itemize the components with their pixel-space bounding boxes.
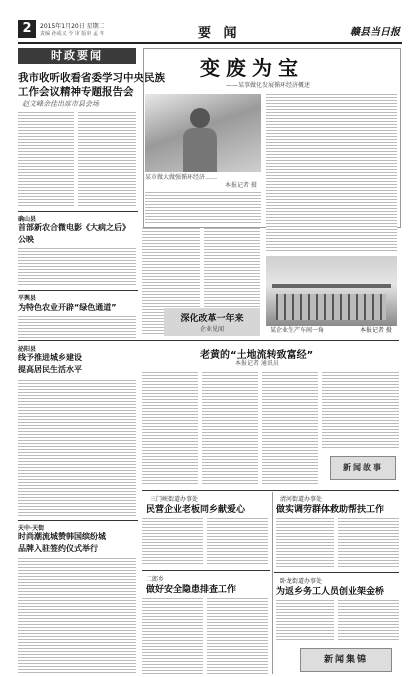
bottom-body [276, 598, 334, 642]
factory-photo [266, 256, 397, 326]
lead-body-col1 [18, 110, 74, 206]
bottom-dept: 卧龙街道办事处 [280, 578, 323, 585]
mid-story-body [142, 370, 198, 486]
page-header [18, 20, 402, 44]
feature-subtitle: ——某事做化发展循环经济概述 [226, 82, 311, 89]
brief-place: 确山县 [18, 216, 37, 223]
brief-place: 天中·天街 [18, 525, 45, 532]
bottom-dept: 清河街道办事处 [280, 496, 323, 503]
bottom-dept: 二郎乡 [146, 576, 165, 583]
masthead: 赣县当日报 [350, 27, 400, 38]
feature-body-right [266, 92, 397, 252]
photo2-byline: 本报记者 摄 [360, 327, 392, 334]
brief-place: 平舆县 [18, 295, 37, 302]
politics-banner-label: 时政要闻 [51, 49, 103, 62]
politics-banner [18, 48, 136, 64]
news-story-box [330, 456, 396, 480]
brief-headline: 为特色农业开辟“绿色通道” [18, 303, 117, 312]
lead-headline-2: 工作会议精神专题报告会 [18, 86, 134, 98]
bottom-body [338, 516, 399, 568]
lead-headline-1: 我市收听收看省委学习中央民族 [18, 72, 165, 84]
issue-date: 2015年1月20日 星期二 [40, 23, 105, 30]
brief-body [18, 378, 136, 516]
bottom-headline: 为返乡务工人员创业架金桥 [276, 587, 385, 597]
bottom-headline: 做好安全隐患排查工作 [146, 585, 237, 595]
bottom-body [142, 596, 203, 674]
feature-title: 变废为宝 [200, 56, 304, 80]
brief-headline: 品牌入驻签约仪式举行 [18, 544, 98, 553]
mid-story-byline: 本报记者 通讯员 [235, 360, 279, 367]
mid-story-body [202, 370, 258, 486]
brief-headline: 公映 [18, 235, 34, 244]
bottom-body [276, 516, 334, 568]
reform-banner-line1: 深化改革一年来 [180, 314, 244, 324]
bottom-body [142, 516, 203, 566]
bottom-body [338, 598, 399, 642]
brief-headline: 线予推进城乡建设 [18, 353, 82, 362]
bottom-headline: 做实调劳群体救助帮扶工作 [276, 505, 385, 515]
brief-headline: 时尚潮流城赞韩国缤纷城 [18, 532, 106, 541]
news-story-label: 新闻故事 [343, 463, 383, 472]
bottom-headline: 民营企业老板同乡献爱心 [146, 505, 246, 515]
brief-body [18, 314, 136, 340]
mid-story-body [322, 370, 399, 448]
mid-story-title: 老黄的“土地流转致富经” [200, 350, 314, 361]
brief-headline: 提高居民生活水平 [18, 365, 82, 374]
lead-body-col2 [78, 110, 136, 206]
mid-story-body [262, 370, 318, 486]
brief-place: 泌阳县 [18, 346, 37, 353]
photo2-caption: 某企业生产车间一角 [270, 327, 325, 334]
brief-body [18, 246, 136, 286]
bottom-body [207, 516, 268, 566]
lead-subtitle: 赵文峰余佳出席市县会场 [22, 100, 99, 108]
page-number: 2 [18, 20, 36, 38]
feature-caption: 某市做大做强循环经济…… [145, 174, 218, 181]
section-title: 要 闻 [198, 26, 241, 41]
bottom-body [207, 596, 268, 674]
brief-body [18, 556, 136, 674]
reform-banner [164, 308, 260, 336]
feature-byline: 本报记者 摄 [225, 182, 257, 189]
editor-line: 责编 孙成义 今 审 版审 孟 冬 [40, 31, 105, 37]
brief-headline: 首部新农合微电影《大病之后》 [18, 223, 130, 232]
news-roundup-box [300, 648, 392, 672]
person-figure [190, 108, 210, 128]
bottom-dept: 三门峡街道办事处 [150, 496, 199, 503]
feature-body [145, 190, 261, 224]
feature-photo [145, 94, 261, 172]
reform-banner-line2: 企业见闻 [199, 326, 224, 333]
news-roundup-label: 新闻集锦 [323, 655, 368, 665]
